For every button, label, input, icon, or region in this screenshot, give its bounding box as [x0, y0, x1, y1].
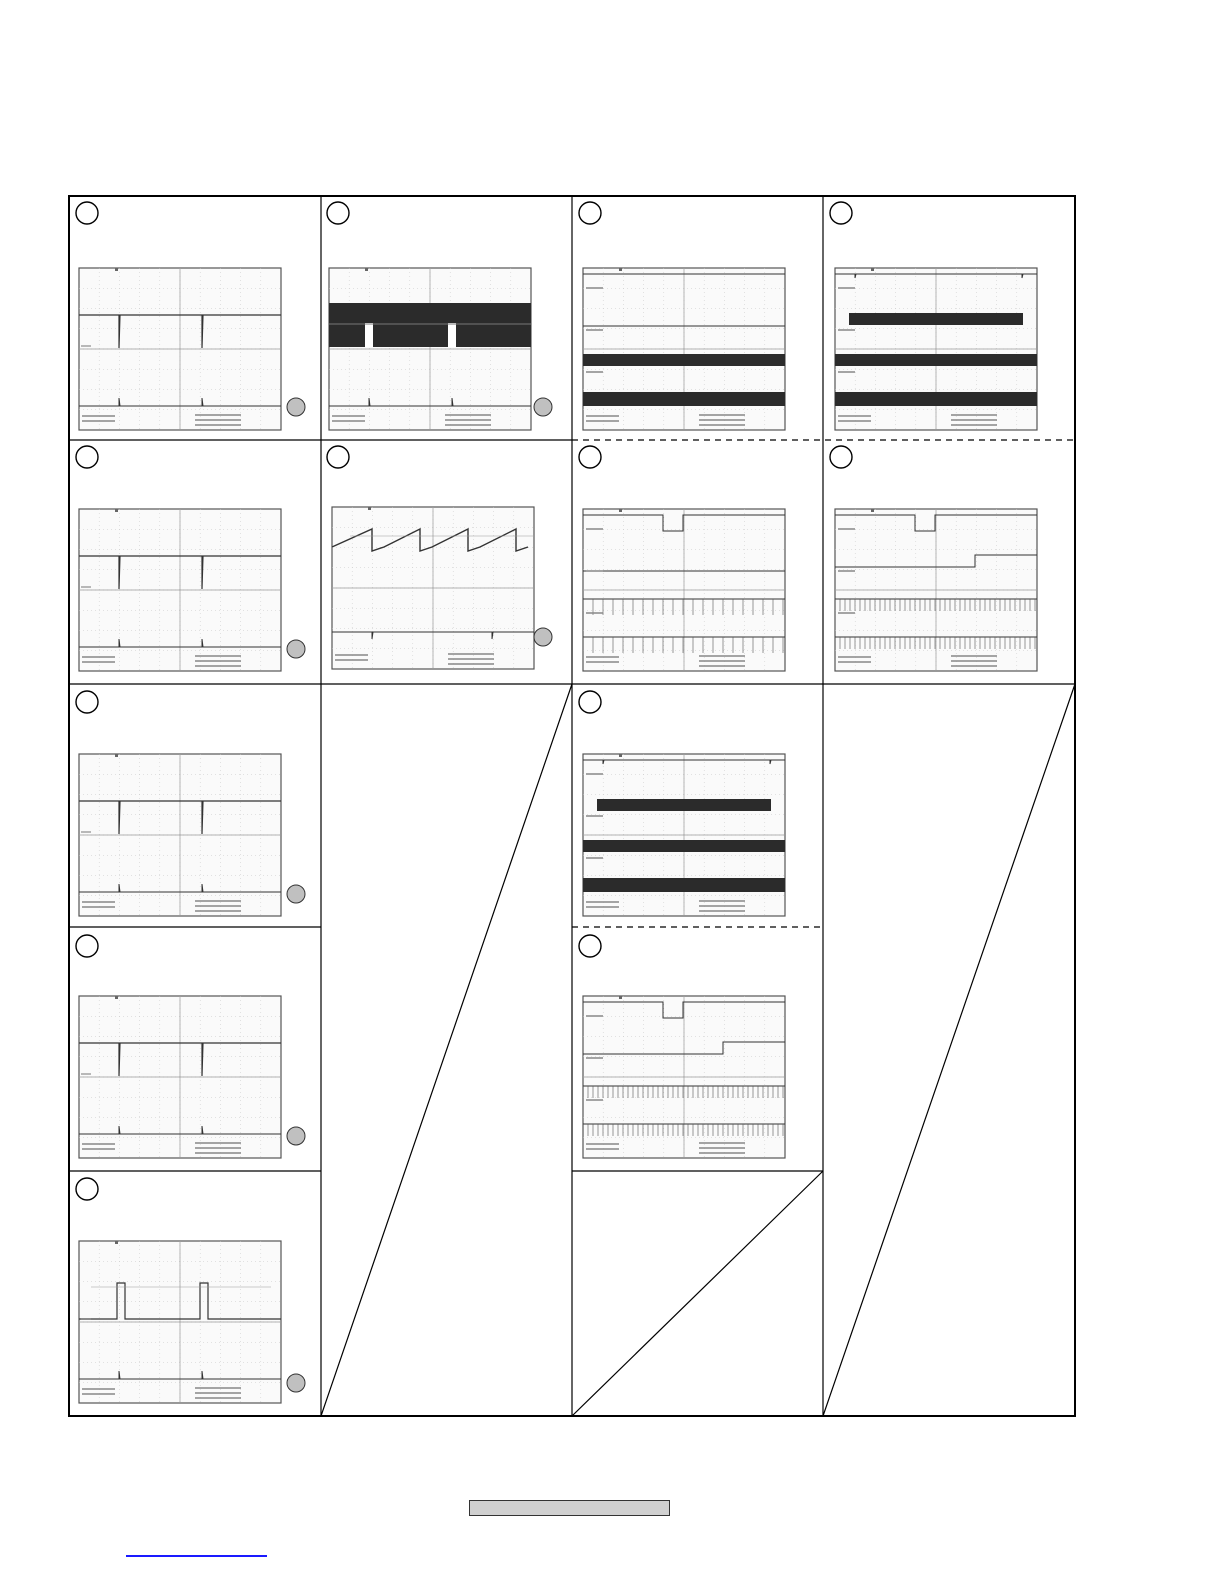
trigger-mark — [115, 754, 118, 757]
trace-ch2-gate — [849, 313, 1023, 325]
trigger-mark — [619, 509, 622, 512]
trace-ch4 — [583, 392, 785, 406]
empty-cell-diagonal — [823, 684, 1075, 1416]
trigger-mark — [115, 268, 118, 271]
page-footer-bar — [469, 1500, 670, 1516]
panel-index-circle — [76, 202, 98, 224]
panel-index-circle — [579, 446, 601, 468]
waveform-panel-p4 — [830, 202, 1037, 430]
test-point-marker — [287, 885, 305, 903]
panel-index-circle — [327, 446, 349, 468]
trace-burst — [329, 303, 531, 347]
waveform-panel-p12 — [579, 935, 785, 1158]
waveform-panel-p13 — [76, 1178, 305, 1403]
test-point-marker — [287, 640, 305, 658]
burst-gap — [448, 323, 456, 347]
waveform-panel-p7 — [579, 446, 785, 671]
waveform-panel-p3 — [579, 202, 785, 430]
test-point-marker — [287, 1127, 305, 1145]
trigger-mark — [115, 1241, 118, 1244]
panel-index-circle — [327, 202, 349, 224]
panel-index-circle — [830, 202, 852, 224]
trace-ch3 — [835, 354, 1037, 366]
trigger-mark — [871, 268, 874, 271]
test-point-marker — [534, 398, 552, 416]
panel-index-circle — [579, 691, 601, 713]
panel-index-circle — [830, 446, 852, 468]
trigger-mark — [368, 507, 371, 510]
test-point-marker — [534, 628, 552, 646]
waveform-panel-p1 — [76, 202, 305, 430]
panel-index-circle — [76, 691, 98, 713]
trace-ch4 — [583, 878, 785, 892]
panel-index-circle — [76, 935, 98, 957]
waveform-panel-p9 — [76, 691, 305, 916]
empty-cell-diagonal — [572, 1171, 823, 1416]
panel-index-circle — [579, 202, 601, 224]
trace-ch2-gate — [597, 799, 771, 811]
trigger-mark — [871, 509, 874, 512]
waveform-panel-p8 — [830, 446, 1037, 671]
waveform-panel-p5 — [76, 446, 305, 671]
waveform-panel-p2 — [327, 202, 552, 430]
trigger-mark — [619, 996, 622, 999]
waveform-panel-p10 — [579, 691, 785, 916]
trigger-mark — [619, 268, 622, 271]
waveform-panel-p6 — [327, 446, 552, 669]
test-point-marker — [287, 1374, 305, 1392]
trace-ch3 — [583, 354, 785, 366]
trace-ch3 — [583, 840, 785, 852]
empty-cell-diagonal — [321, 684, 572, 1416]
trigger-mark — [365, 268, 368, 271]
panel-index-circle — [76, 446, 98, 468]
footer-link-underline[interactable] — [126, 1555, 267, 1557]
trigger-mark — [115, 509, 118, 512]
burst-gap — [365, 323, 373, 347]
trigger-mark — [619, 754, 622, 757]
test-point-marker — [287, 398, 305, 416]
panel-index-circle — [76, 1178, 98, 1200]
trigger-mark — [115, 996, 118, 999]
waveform-panel-p11 — [76, 935, 305, 1158]
trace-ch4 — [835, 392, 1037, 406]
panel-index-circle — [579, 935, 601, 957]
